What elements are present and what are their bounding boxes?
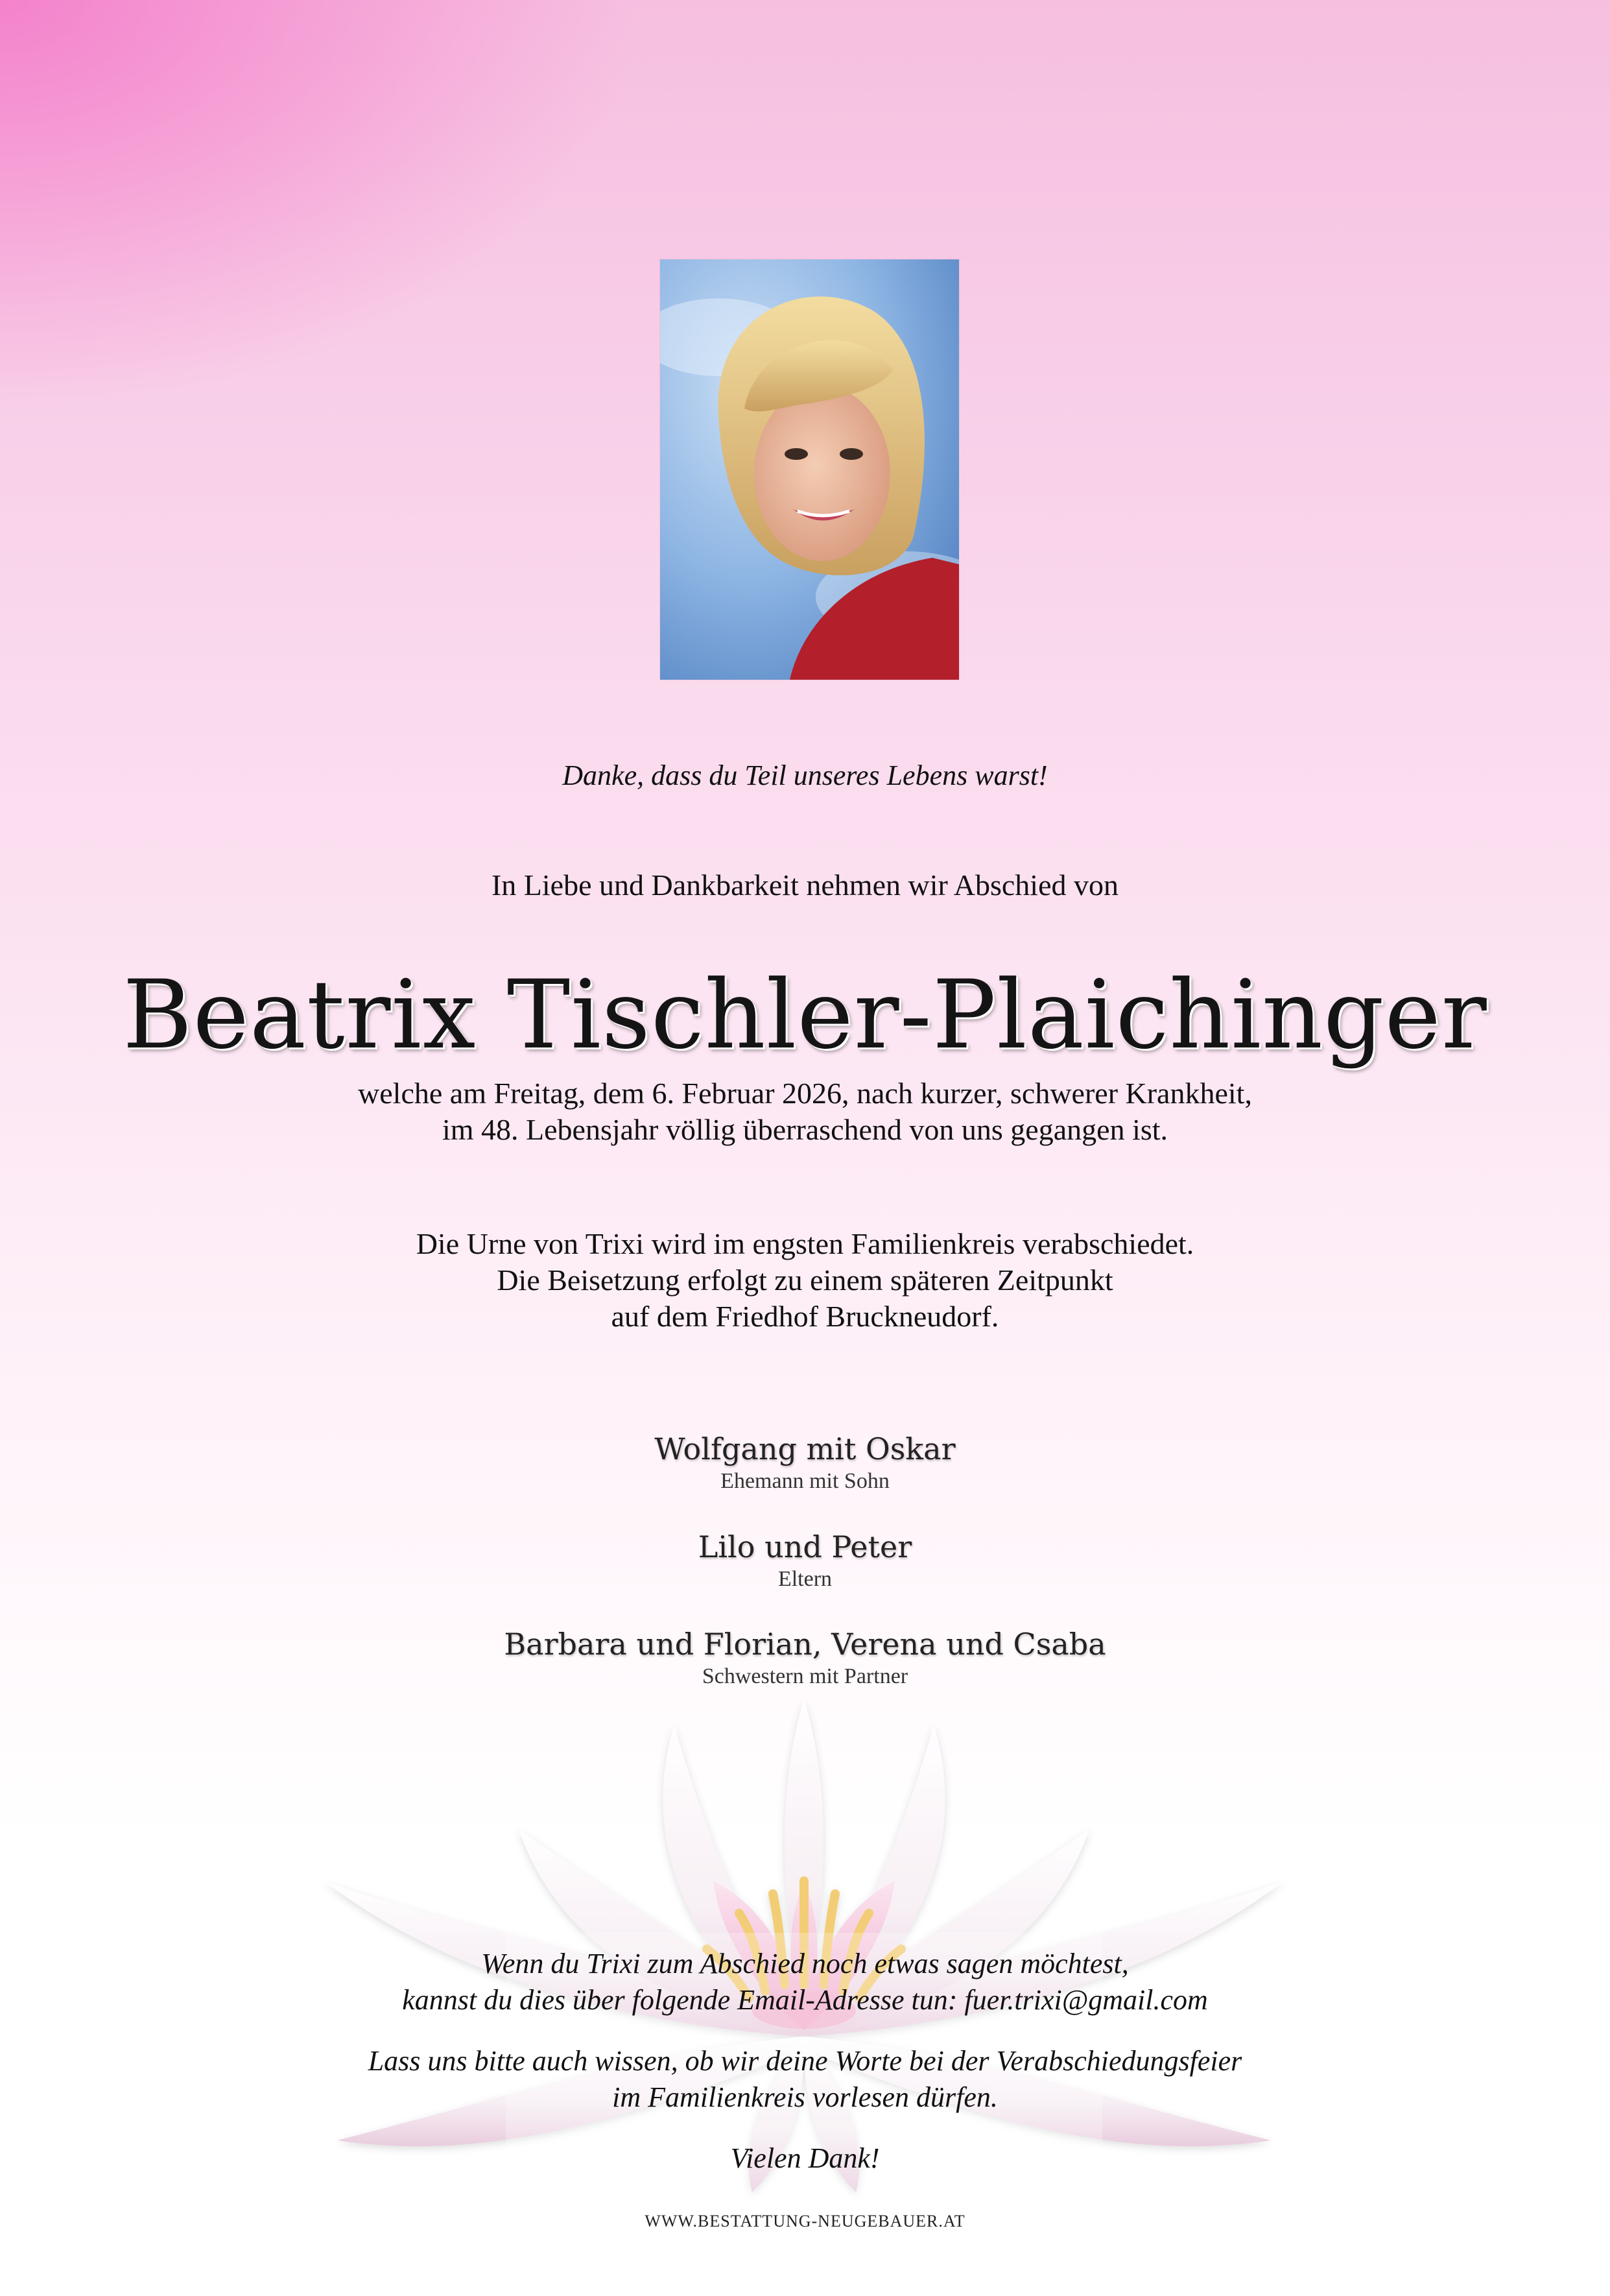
- farewell-line: Wenn du Trixi zum Abschied noch etwas sagen möchtest,: [481, 1948, 1129, 1979]
- farewell-line: Lass uns bitte auch wissen, ob wir deine Worte bei der Verabschiedungsfeier: [368, 2045, 1242, 2077]
- mourner-names: Lilo und Peter: [698, 1529, 912, 1564]
- portrait-photo: [660, 259, 959, 680]
- farewell-message: [0, 1946, 1610, 2018]
- mourner-relation: Eltern: [777, 1567, 833, 1591]
- funeral-info: [0, 1226, 1610, 1335]
- funeral-line: Die Beisetzung erfolgt zu einem späteren Zeitpunkt: [497, 1263, 1113, 1297]
- announcement-line: im 48. Lebensjahr völlig überraschend von uns gegangen ist.: [442, 1113, 1168, 1146]
- funeral-line: Die Urne von Trixi wird im engsten Familienkreis verabschiedet.: [416, 1227, 1194, 1260]
- thanks-text: Vielen Dank!: [730, 2142, 880, 2174]
- intro-text: In Liebe und Dankbarkeit nehmen wir Abschied von: [491, 868, 1119, 902]
- farewell-line: kannst du dies über folgende Email-Adresse tun: fuer.trixi@gmail.com: [402, 1984, 1208, 2016]
- mourner-names: Barbara und Florian, Verena und Csaba: [504, 1627, 1106, 1662]
- deceased-name: Beatrix Tischler-Plaichinger: [123, 960, 1487, 1070]
- funeral-line: auf dem Friedhof Bruckneudorf.: [611, 1300, 999, 1333]
- announcement-line: welche am Freitag, dem 6. Februar 2026, nach kurzer, schwerer Krankheit,: [358, 1077, 1252, 1110]
- website-link[interactable]: WWW.BESTATTUNG-NEUGEBAUER.AT: [645, 2212, 965, 2230]
- farewell-line: im Familienkreis vorlesen dürfen.: [612, 2081, 998, 2113]
- mourner-names: Wolfgang mit Oskar: [654, 1431, 956, 1466]
- portrait-illustration: [660, 259, 959, 680]
- mourner-relation: Ehemann mit Sohn: [720, 1469, 890, 1493]
- farewell-request: [0, 2043, 1610, 2116]
- quote-top: Danke, dass du Teil unseres Lebens warst!: [562, 759, 1048, 791]
- mourner-relation: Schwestern mit Partner: [702, 1664, 908, 1688]
- announcement: [0, 1075, 1610, 1148]
